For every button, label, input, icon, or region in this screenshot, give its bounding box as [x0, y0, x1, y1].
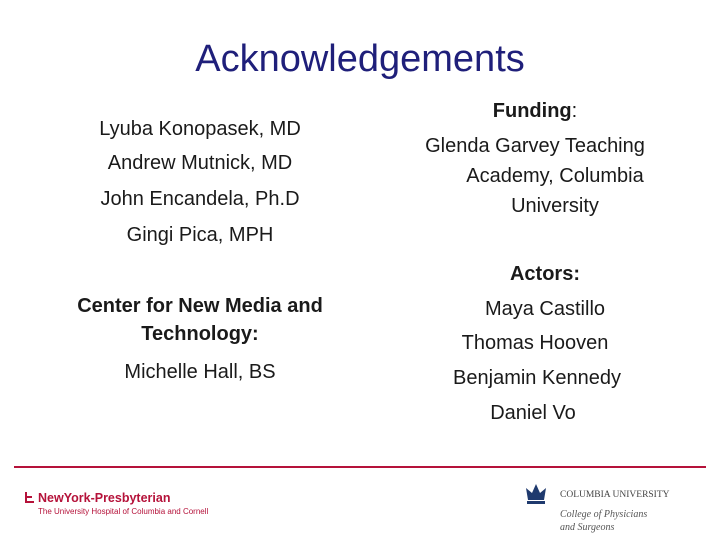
center-heading-line1: Center for New Media and [77, 295, 323, 317]
center-heading-line2: Technology: [141, 323, 259, 345]
nyp-logo-name: NewYork-Presbyterian [38, 491, 171, 505]
footer-divider [14, 466, 706, 468]
funding-line: University [511, 195, 599, 217]
center-name: Michelle Hall, BS [124, 361, 276, 383]
funding-line: Glenda Garvey Teaching [425, 135, 645, 157]
actor-name: Benjamin Kennedy [453, 367, 621, 389]
actor-name: Thomas Hooven [461, 332, 609, 354]
slide-title: Acknowledgements [195, 38, 525, 80]
team-name: Andrew Mutnick, MD [107, 152, 293, 174]
newyork-presbyterian-logo [24, 488, 224, 518]
team-name: John Encandela, Ph.D [100, 188, 300, 210]
columbia-university-logo [520, 478, 710, 536]
columbia-college-line1: College of Physicians [560, 509, 648, 520]
funding-colon: : [571, 100, 578, 122]
actors-heading: Actors: [509, 263, 580, 285]
nyp-logo-tagline: The University Hospital of Columbia and Cornell [38, 507, 209, 516]
columbia-college-line2: and Surgeons [560, 522, 615, 533]
team-name: Lyuba Konopasek, MD [99, 118, 301, 140]
funding-heading [380, 96, 690, 126]
funding-line: Academy, Columbia [466, 165, 644, 187]
columbia-name: COLUMBIA UNIVERSITY [560, 490, 670, 500]
nyp-logo-mark [26, 492, 34, 502]
actor-name: Maya Castillo [484, 298, 606, 320]
funding-label: Funding [492, 100, 572, 122]
crown-icon [526, 484, 546, 504]
team-name: Gingi Pica, MPH [126, 224, 274, 246]
actor-name: Daniel Vo [490, 402, 576, 424]
